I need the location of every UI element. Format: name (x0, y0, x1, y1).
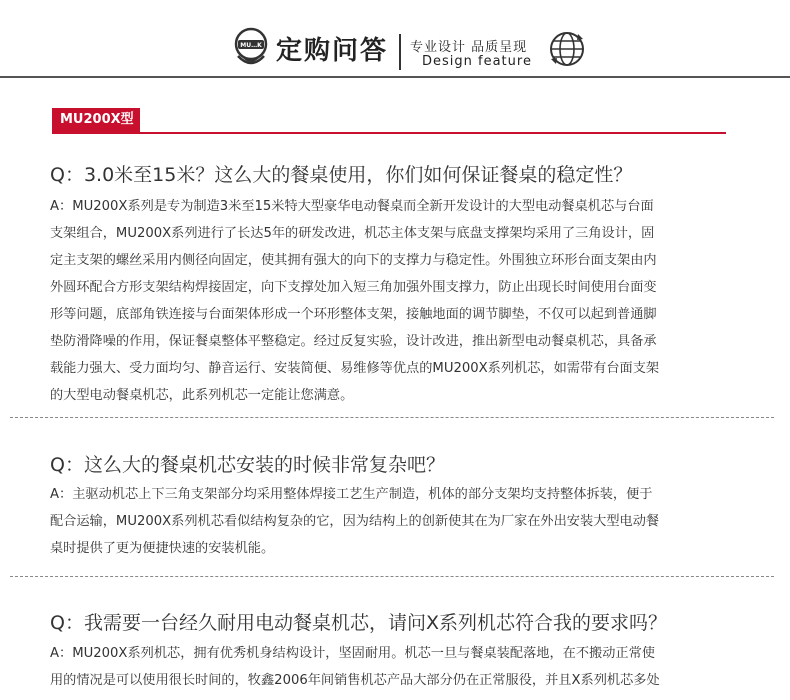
answer-line: 支架组合，MU200X系列进行了长达5年的研发改进，机芯主体支架与底盘支撑架均采用了三角设计，固 (50, 226, 655, 241)
section-label-bar (52, 108, 726, 136)
page-title: 定购问答 (276, 36, 389, 66)
answer-1 (50, 193, 742, 409)
header-divider (399, 34, 401, 70)
header-rule (0, 76, 790, 78)
section-label: MU200X型 (52, 108, 140, 132)
answer-line: 用的情况是可以使用很长时间的，牧鑫2006年间销售机芯产品大部分仍在正常服役，并且X系列机芯多处 (50, 673, 660, 688)
logo-text: MU…K (240, 42, 262, 49)
question-3: Q：我需要一台经久耐用电动餐桌机芯，请问X系列机芯符合我的要求吗？ (50, 612, 667, 634)
section-label-rule (52, 132, 726, 134)
section-divider (10, 576, 774, 577)
question-2: Q：这么大的餐桌机芯安装的时候非常复杂吧？ (50, 454, 445, 476)
answer-line: 定主支架的螺丝采用内侧径向固定，使其拥有强大的向下的支撑力与稳定性。外围独立环形台面支架由内 (50, 253, 657, 268)
answer-line: 形等问题，底部角铁连接与台面架体形成一个环形整体支架，接触地面的调节脚垫，不仅可以起到普通脚 (50, 307, 657, 322)
answer-line: A：MU200X系列是专为制造3米至15米特大型豪华电动餐桌而全新开发设计的大型电动餐桌机芯与台面 (50, 199, 654, 214)
answer-line: 外圆环配合方形支架结构焊接固定，向下支撑处加入短三角加强外围支撑力，防止出现长时间使用台面变 (50, 280, 657, 295)
answer-line: 垫防滑降噪的作用，保证餐桌整体平整稳定。经过反复实验，设计改进，推出新型电动餐桌机芯，具备承 (50, 334, 657, 349)
section-divider (10, 417, 774, 418)
question-1: Q：3.0米至15米？这么大的餐桌使用，你们如何保证餐桌的稳定性？ (50, 164, 633, 186)
page-header (0, 0, 790, 80)
answer-line: 桌时提供了更为便捷快速的安装机能。 (50, 541, 275, 556)
answer-line: A：主驱动机芯上下三角支架部分均采用整体焊接工艺生产制造，机体的部分支架均支持整体拆装，便于 (50, 487, 653, 502)
answer-line: A：MU200X系列机芯，拥有优秀机身结构设计，坚固耐用。机芯一旦与餐桌装配落地，在不搬动正常使 (50, 646, 655, 661)
answer-2 (50, 481, 742, 562)
answer-3 (50, 640, 742, 694)
globe-icon (548, 30, 586, 68)
answer-line: 的大型电动餐桌机芯，此系列机芯一定能让您满意。 (50, 388, 354, 403)
brand-logo-icon (230, 26, 272, 70)
answer-line: 配合运输，MU200X系列机芯看似结构复杂的它，因为结构上的创新使其在为厂家在外出安装大型电动餐 (50, 514, 660, 529)
answer-line: 载能力强大、受力面均匀、静音运行、安装简便、易维修等优点的MU200X系列机芯，如需带有台面支架 (50, 361, 660, 376)
tagline-cn: 专业设计 品质呈现 (410, 40, 528, 55)
tagline-en: Design feature (422, 54, 532, 69)
